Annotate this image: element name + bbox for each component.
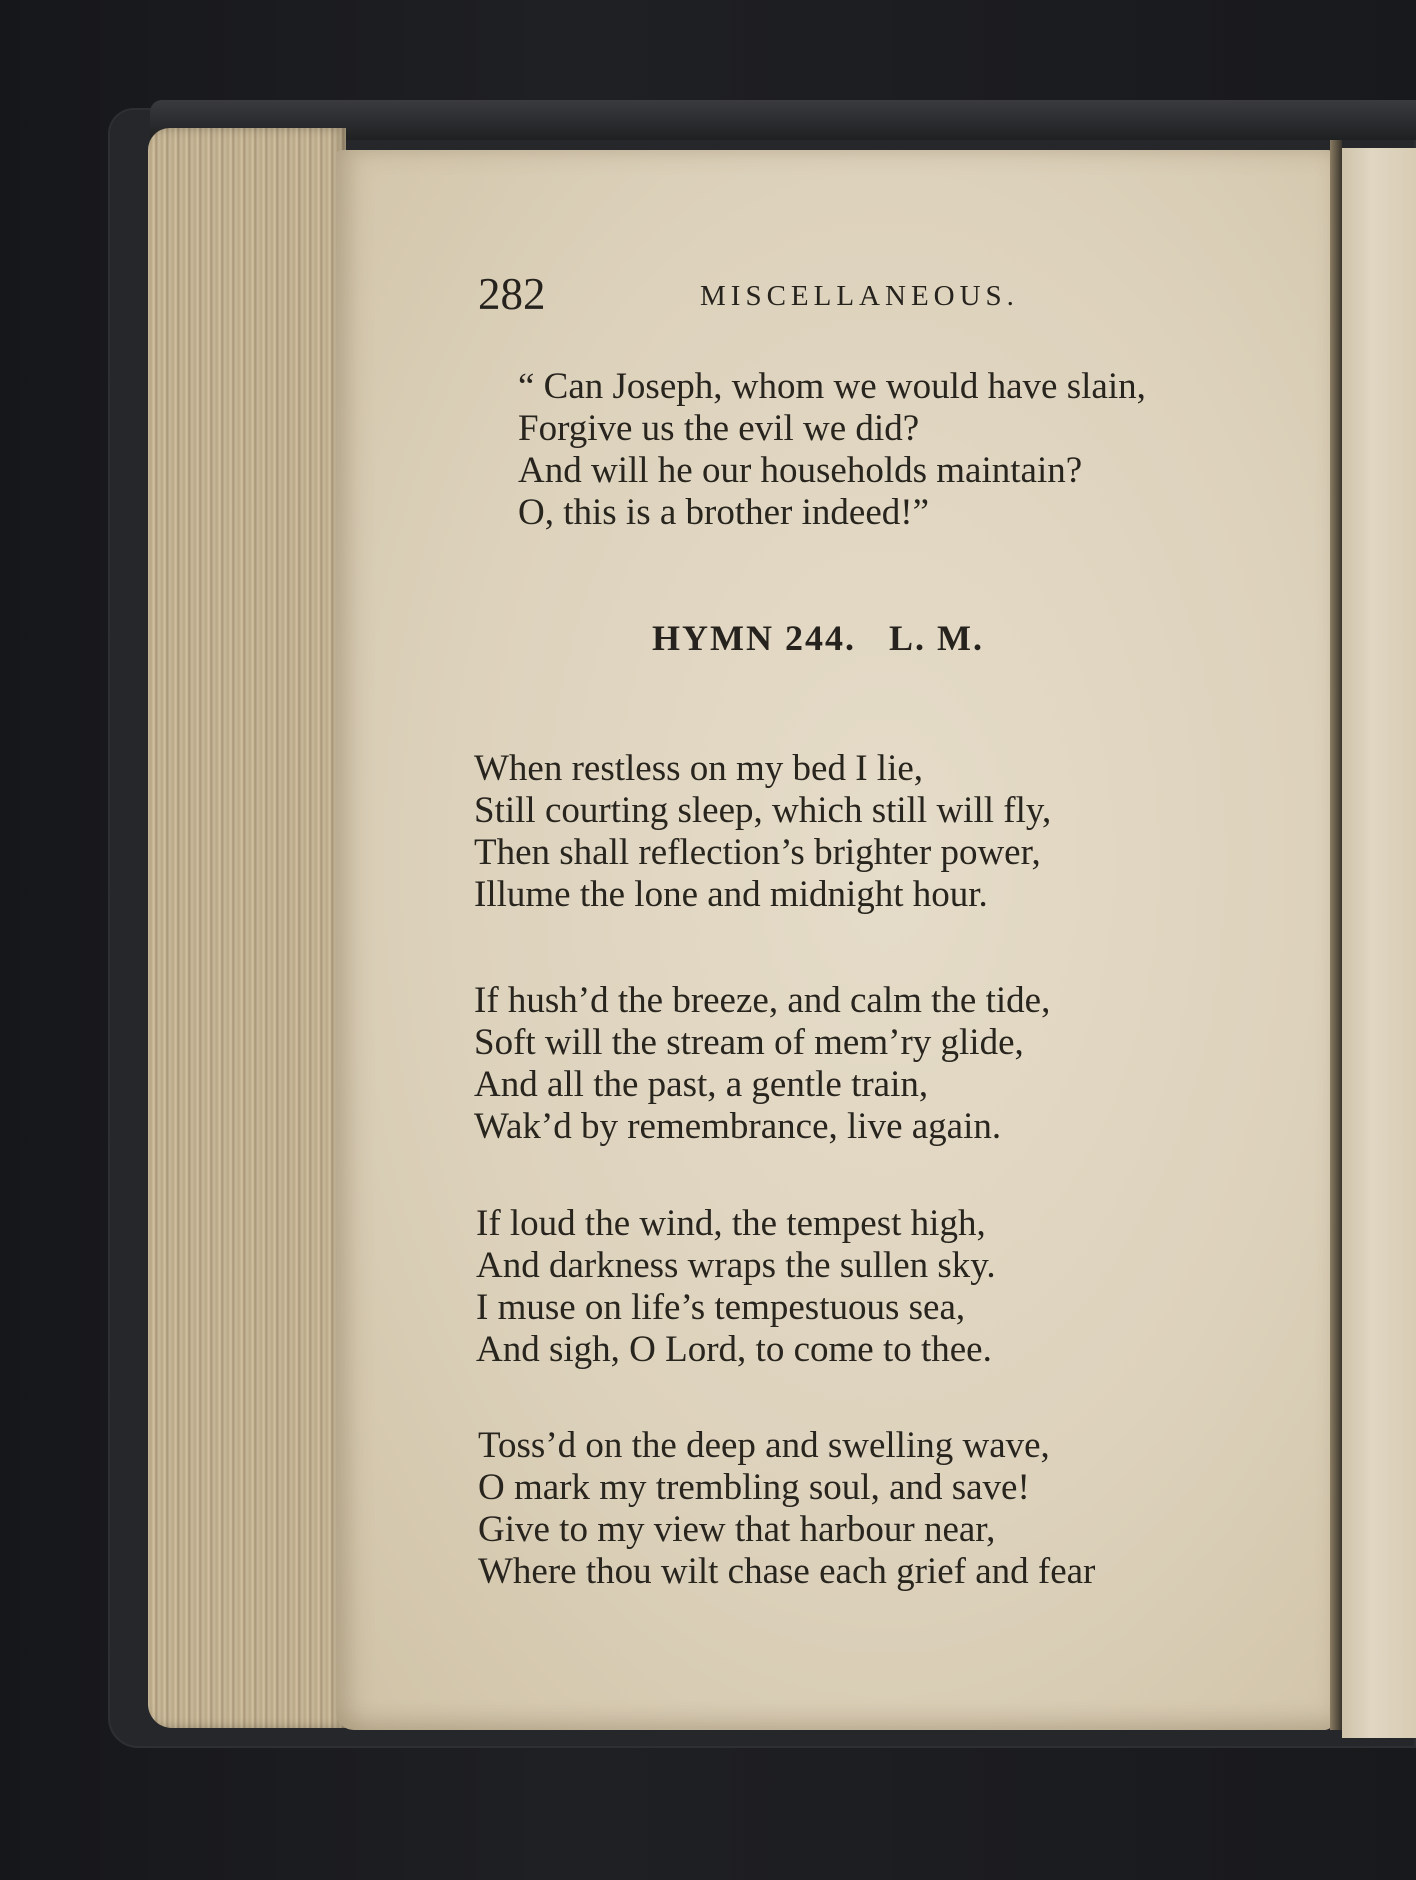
verse-line: O, this is a brother indeed!” — [518, 492, 929, 533]
closing-stanza-previous-hymn — [518, 366, 1146, 534]
page-number: 282 — [478, 269, 546, 319]
verse-line: And all the past, a gentle train, — [474, 1064, 929, 1105]
verse-line: Wak’d by remembrance, live again. — [474, 1106, 1002, 1147]
verse-line: Toss’d on the deep and swelling wave, — [478, 1425, 1050, 1466]
verse-line: Give to my view that harbour near, — [478, 1509, 996, 1550]
verse-line: Forgive us the evil we did? — [518, 408, 920, 449]
verse-line: I muse on life’s tempestuous sea, — [476, 1287, 966, 1328]
stanza-3 — [476, 1203, 996, 1371]
verse-line: O mark my trembling soul, and save! — [478, 1467, 1030, 1508]
verse-line: Where thou wilt chase each grief and fear — [478, 1551, 1096, 1592]
running-head: MISCELLANEOUS. — [700, 280, 1019, 312]
verse-line: Illume the lone and midnight hour. — [474, 874, 988, 915]
verse-line: Soft will the stream of mem’ry glide, — [474, 1022, 1024, 1063]
verse-line: And sigh, O Lord, to come to thee. — [476, 1329, 992, 1370]
verse-line: Still courting sleep, which still will fly, — [474, 790, 1052, 831]
verse-line: If loud the wind, the tempest high, — [476, 1203, 986, 1244]
page-block-edges — [148, 128, 346, 1728]
stanza-4 — [478, 1425, 1095, 1593]
verse-line: If hush’d the breeze, and calm the tide, — [474, 980, 1051, 1021]
verse-line: And darkness wraps the sullen sky. — [476, 1245, 996, 1286]
verse-line: Then shall reflection’s brighter power, — [474, 832, 1041, 873]
book-gutter — [1330, 140, 1342, 1730]
facing-page-edge — [1342, 148, 1416, 1738]
hymn-title: HYMN 244. L. M. — [652, 618, 984, 658]
verse-line: And will he our households maintain? — [518, 450, 1083, 491]
stanza-2 — [474, 980, 1050, 1148]
verse-line: When restless on my bed I lie, — [474, 748, 924, 789]
verse-line: “ Can Joseph, whom we would have slain, — [518, 366, 1146, 407]
stanza-1 — [474, 748, 1051, 916]
